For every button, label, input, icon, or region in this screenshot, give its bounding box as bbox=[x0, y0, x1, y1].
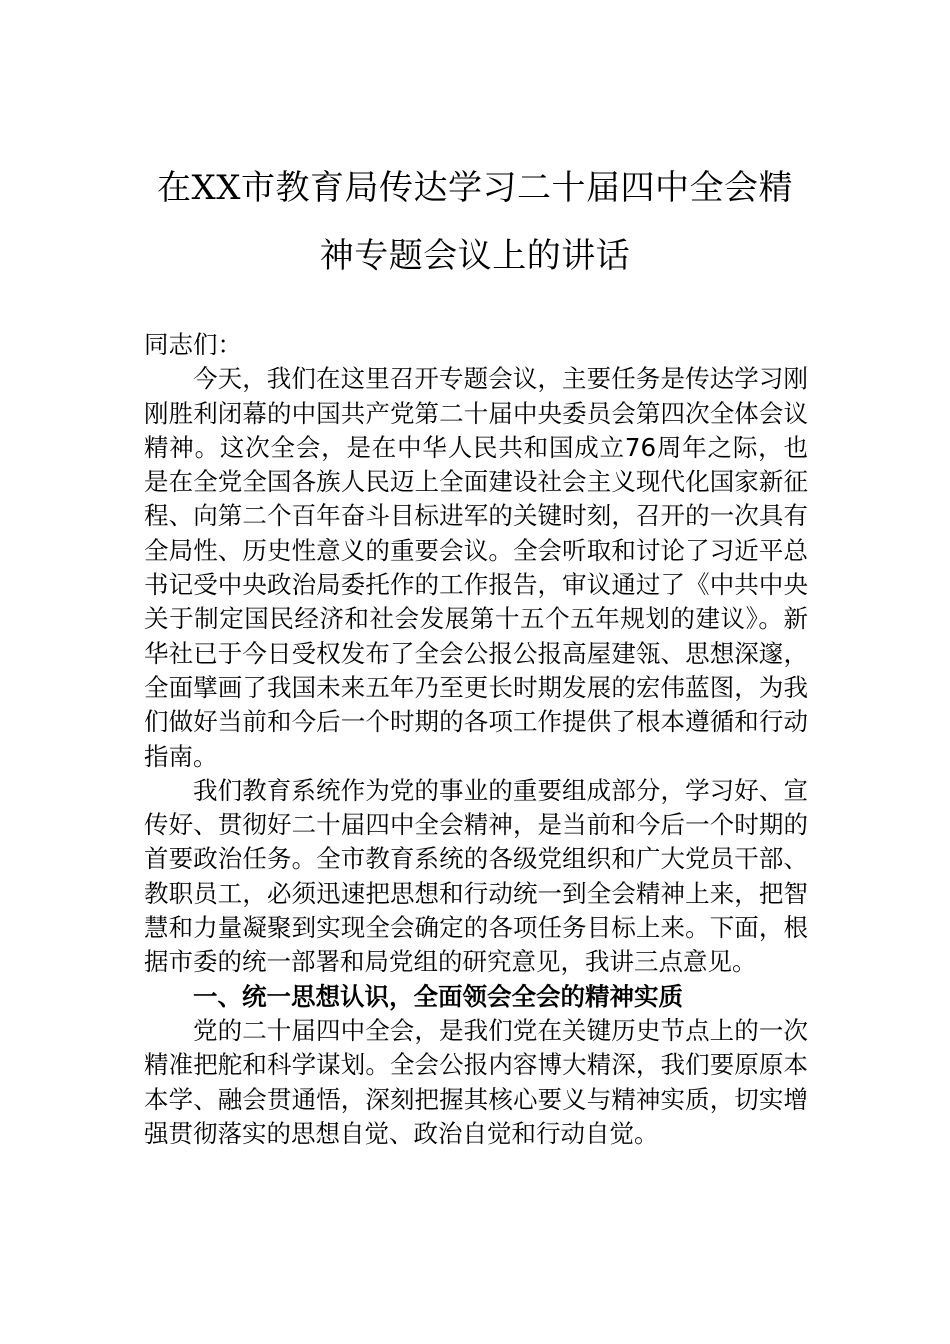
body-paragraph: 我们教育系统作为党的事业的重要组成部分，学习好、宣传好、贯彻好二十届四中全会精神，是当前和今后一个时期的首要政治任务。全市教育系统的各级党组织和广大党员干部、教职员工，必须迅速把思想和行动统一到全会精神上来，把智慧和力量凝聚到实现全会确定的各项任务目标上来。下面，根据市委的统一部署和局党组的研究意见，我讲三点意见。 bbox=[144, 775, 808, 977]
body-paragraph: 今天，我们在这里召开专题会议，主要任务是传达学习刚刚胜利闭幕的中国共产党第二十届中央委员会第四次全体会议精神。这次全会，是在中华人民共和国成立76周年之际，也是在全党全国各族人民迈上全面建设社会主义现代化国家新征程、向第二个百年奋斗目标进军的关键时刻，召开的一次具有全局性、历史性意义的重要会议。全会听取和讨论了习近平总书记受中央政治局委托作的工作报告，审议通过了《中共中央关于制定国民经济和社会发展第十五个五年规划的建议》。新华社已于今日受权发布了全会公报公报高屋建瓴、思想深邃，全面擘画了我国未来五年乃至更长时期发展的宏伟蓝图，为我们做好当前和今后一个时期的各项工作提供了根本遵循和行动指南。 bbox=[144, 364, 808, 771]
body-paragraph: 党的二十届四中全会，是我们党在关键历史节点上的一次精准把舵和科学谋划。全会公报内容博大精深，我们要原原本本学、融会贯通悟，深刻把握其核心要义与精神实质，切实增强贯彻落实的思想自觉、政治自觉和行动自觉。 bbox=[144, 1015, 808, 1148]
section-heading: 一、统一思想认识，全面领会全会的精神实质 bbox=[193, 981, 683, 1011]
document-title-line-1: 在XX市教育局传达学习二十届四中全会精 bbox=[157, 168, 793, 208]
document-body bbox=[144, 328, 808, 1151]
salutation: 同志们： bbox=[144, 330, 242, 359]
document-title-line-2: 神专题会议上的讲话 bbox=[319, 236, 631, 276]
